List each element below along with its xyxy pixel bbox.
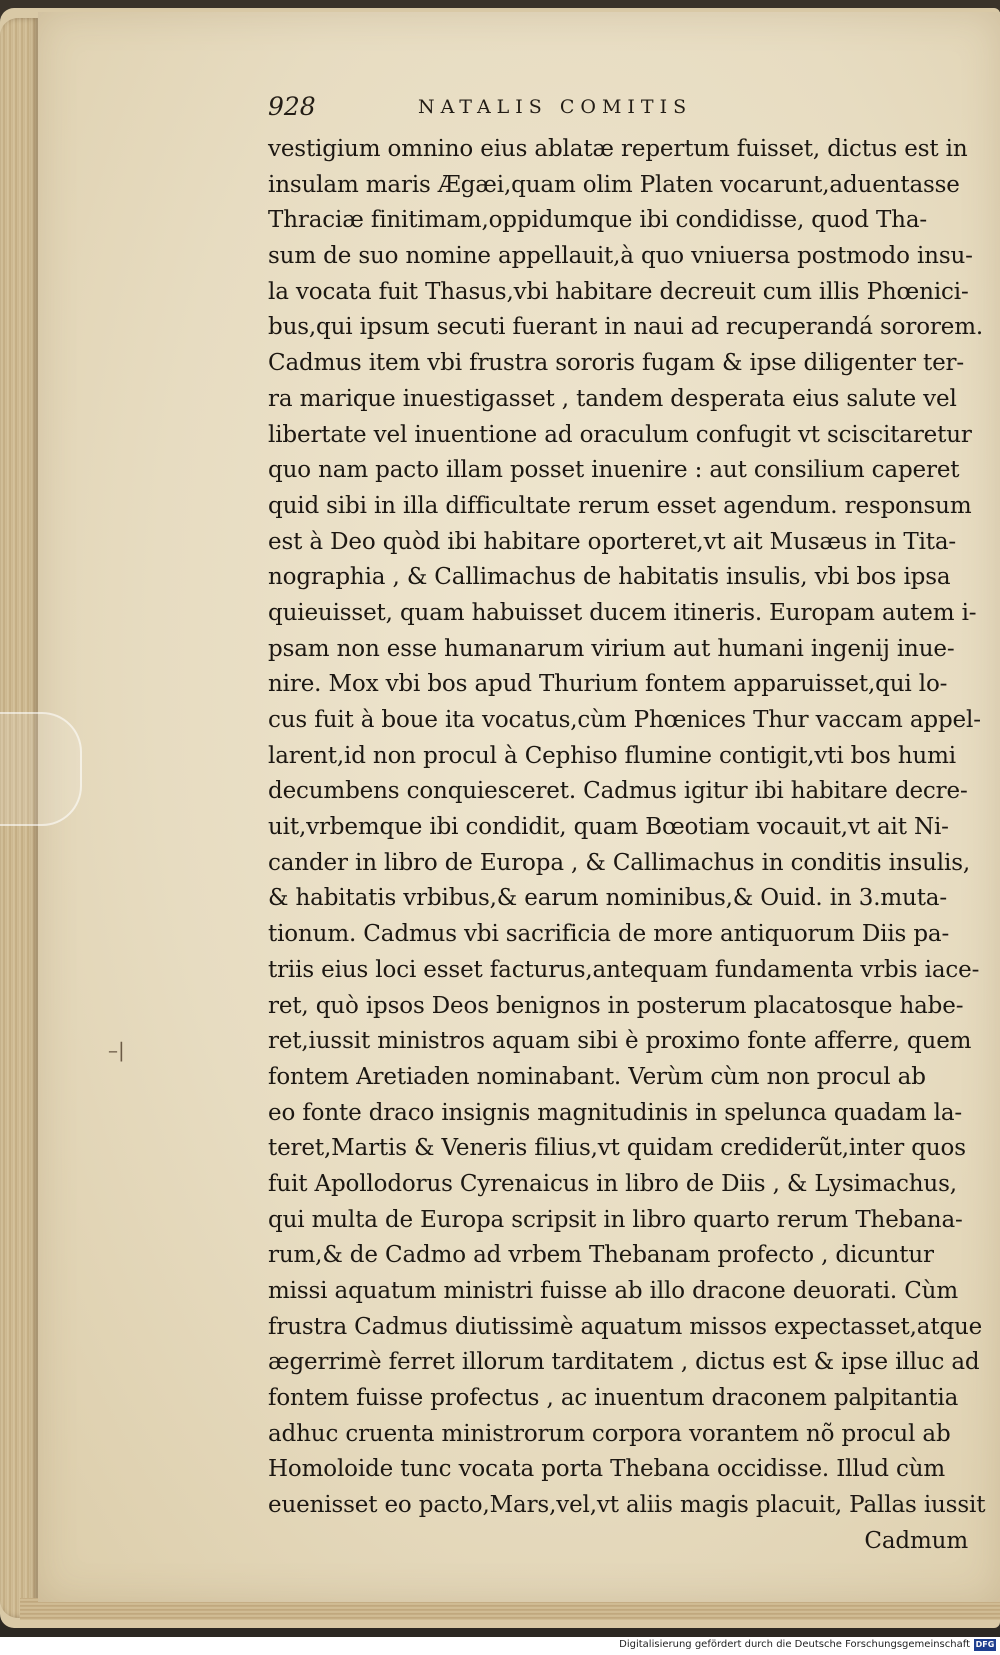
text-line: ægerrimè ferret illorum tarditatem , dictus est & ipse illuc ad xyxy=(268,1349,980,1376)
text-line: adhuc cruenta ministrorum corpora vorantem nõ procul ab xyxy=(268,1420,951,1447)
text-line: frustra Cadmus diutissimè aquatum missos expectasset,atque xyxy=(268,1313,983,1340)
text-line: Thraciæ finitimam,oppidumque ibi condidisse, quod Tha- xyxy=(268,207,928,234)
text-line: nire. Mox vbi bos apud Thurium fontem apparuisset,qui lo- xyxy=(268,671,948,698)
text-line: ret,iussit ministros aquam sibi è proximo fonte afferre, quem xyxy=(268,1028,972,1055)
text-line: missi aquatum ministri fuisse ab illo dracone deuorati. Cùm xyxy=(268,1278,958,1304)
text-line: uit,vrbemque ibi condidit, quam Bœotiam vocauit,vt ait Ni- xyxy=(268,814,949,841)
page-number: 928 xyxy=(268,92,316,121)
text-line: Homoloide tunc vocata porta Thebana occidisse. Illud cùm xyxy=(268,1456,946,1483)
dfg-logo-icon: DFG xyxy=(975,1640,995,1649)
text-line: decumbens conquiesceret. Cadmus igitur ibi habitare decre- xyxy=(268,778,968,805)
text-line: euenisset eo pacto,Mars,vel,vt aliis magis placuit, Pallas iussit xyxy=(268,1492,986,1519)
text-line: libertate vel inuentione ad oraculum confugit vt sciscitaretur xyxy=(268,421,972,448)
text-line: teret,Martis & Veneris filius,vt quidam crediderũt,inter quos xyxy=(268,1135,966,1162)
text-line: & habitatis vrbibus,& earum nominibus,& Ouid. in 3.muta- xyxy=(268,885,947,912)
text-line: cus fuit à boue ita vocatus,cùm Phœnices Thur vaccam appel- xyxy=(268,707,981,733)
text-line: fuit Apollodorus Cyrenaicus in libro de Diis , & Lysimachus, xyxy=(268,1170,957,1197)
text-line: fontem fuisse profectus , ac inuentum draconem palpitantia xyxy=(268,1385,959,1412)
text-line: insulam maris Ægæi,quam olim Platen vocarunt,aduentasse xyxy=(268,171,960,198)
body-text xyxy=(268,132,986,1560)
page-header xyxy=(268,92,838,126)
text-line: sum de suo nomine appellauit,à quo vniuersa postmodo insu- xyxy=(268,243,973,270)
text-line: eo fonte draco insignis magnitudinis in spelunca quadam la- xyxy=(268,1099,963,1126)
book-clasp xyxy=(0,712,82,826)
text-line: Cadmus item vbi frustra sororis fugam & ipse diligenter ter- xyxy=(268,350,965,377)
text-line: la vocata fuit Thasus,vbi habitare decreuit cum illis Phœnici- xyxy=(268,278,969,305)
text-line: fontem Aretiaden nominabant. Verùm cùm non procul ab xyxy=(268,1063,926,1090)
text-line: quieuisset, quam habuisset ducem itineris. Europam autem i- xyxy=(268,599,977,626)
text-line: bus,qui ipsum secuti fuerant in naui ad recuperandá sororem. xyxy=(268,314,984,341)
text-line: rum,& de Cadmo ad vrbem Thebanam profecto , dicuntur xyxy=(268,1242,934,1269)
text-line: nographia , & Callimachus de habitatis insulis, vbi bos ipsa xyxy=(268,564,951,591)
text-line: psam non esse humanarum virium aut humani ingenij inue- xyxy=(268,635,955,662)
funding-notice: Digitalisierung gefördert durch die Deutsche Forschungsgemeinschaft xyxy=(619,1639,970,1650)
text-line: triis eius loci esset facturus,antequam fundamenta vrbis iace- xyxy=(268,956,980,983)
text-line: vestigium omnino eius ablatæ repertum fuisset, dictus est in xyxy=(268,136,968,162)
running-head: NATALIS COMITIS xyxy=(418,96,693,118)
text-line: quid sibi in illa difficultate rerum esset agendum. responsum xyxy=(268,492,972,519)
text-line: ret, quò ipsos Deos benignos in posterum placatosque habe- xyxy=(268,992,964,1019)
catchword: Cadmum xyxy=(864,1527,968,1554)
text-line: cander in libro de Europa , & Callimachus in conditis insulis, xyxy=(268,849,971,876)
text-line: larent,id non procul à Cephiso flumine contigit,vti bos humi xyxy=(268,742,956,769)
margin-mark: –| xyxy=(108,1038,125,1062)
text-line: tionum. Cadmus vbi sacrificia de more antiquorum Diis pa- xyxy=(268,921,950,948)
text-line: qui multa de Europa scripsit in libro quarto rerum Thebana- xyxy=(268,1206,963,1233)
text-line: quo nam pacto illam posset inuenire : aut consilium caperet xyxy=(268,457,960,484)
text-line: est à Deo quòd ibi habitare oporteret,vt ait Musæus in Tita- xyxy=(268,528,957,555)
text-line: ra marique inuestigasset , tandem desperata eius salute vel xyxy=(268,385,957,412)
